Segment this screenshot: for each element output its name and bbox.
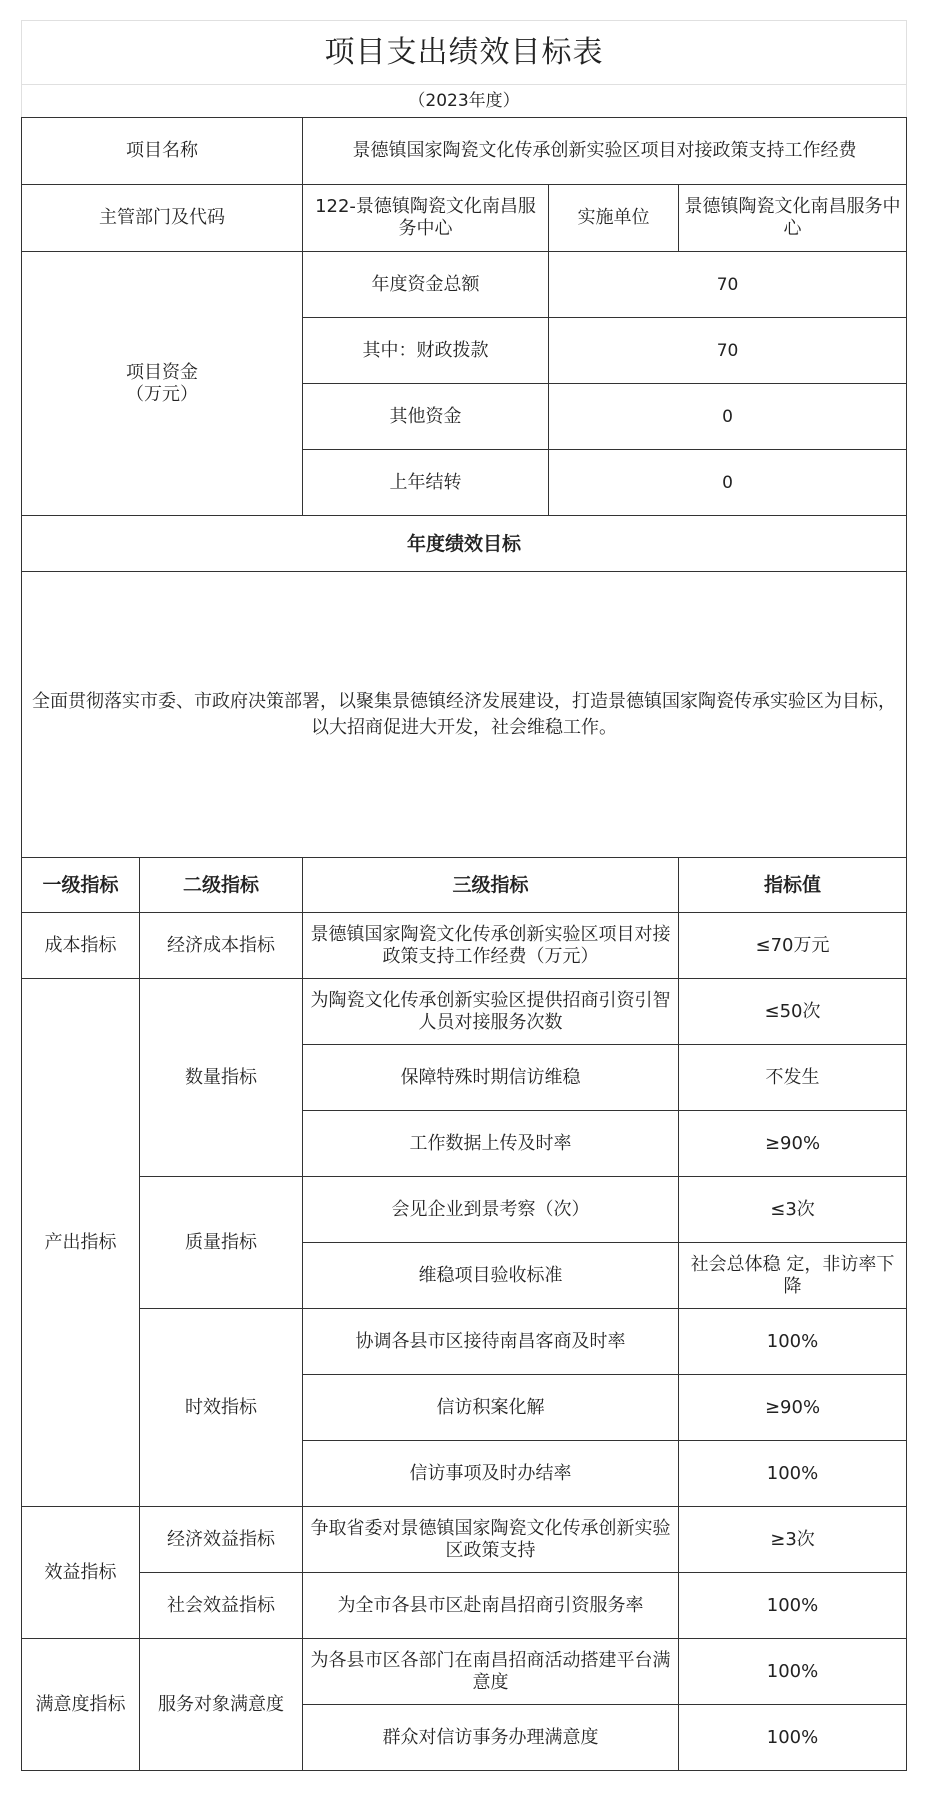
social-level2: 社会效益指标: [140, 1573, 303, 1639]
satisfaction-level2: 服务对象满意度: [140, 1639, 303, 1771]
project-name-value: 景德镇国家陶瓷文化传承创新实验区项目对接政策支持工作经费: [303, 118, 907, 185]
cost-level1: 成本指标: [22, 913, 140, 979]
indicator-value: 100%: [679, 1441, 907, 1507]
funds-row-value: 0: [549, 384, 907, 450]
indicator-level3: 会见企业到景考察（次）: [303, 1177, 679, 1243]
project-name-label: 项目名称: [22, 118, 303, 185]
indicator-value: 不发生: [679, 1045, 907, 1111]
indicator-level3: 保障特殊时期信访维稳: [303, 1045, 679, 1111]
benefit-level1: 效益指标: [22, 1507, 140, 1639]
performance-target-table: [21, 20, 907, 1771]
funds-row-label: 上年结转: [303, 450, 549, 516]
satisfaction-level1: 满意度指标: [22, 1639, 140, 1771]
funds-row-value: 70: [549, 318, 907, 384]
indicator-value: ≥3次: [679, 1507, 907, 1573]
indicator-value: 100%: [679, 1309, 907, 1375]
impl-unit-label: 实施单位: [549, 185, 679, 252]
output-level1: 产出指标: [22, 979, 140, 1507]
year-caption: （2023年度）: [22, 85, 907, 118]
page-title: 项目支出绩效目标表: [22, 21, 907, 85]
funds-row-label: 其中：财政拨款: [303, 318, 549, 384]
indicator-level3: 维稳项目验收标准: [303, 1243, 679, 1309]
indicator-value: 100%: [679, 1639, 907, 1705]
indicator-value: ≥90%: [679, 1375, 907, 1441]
indicator-level3: 为全市各县市区赴南昌招商引资服务率: [303, 1573, 679, 1639]
funds-row-label: 其他资金: [303, 384, 549, 450]
funds-row-label: 年度资金总额: [303, 252, 549, 318]
cost-level2: 经济成本指标: [140, 913, 303, 979]
funds-row-value: 70: [549, 252, 907, 318]
funds-label: 项目资金 （万元）: [22, 252, 303, 516]
header-level1: 一级指标: [22, 858, 140, 913]
indicator-level3: 信访积案化解: [303, 1375, 679, 1441]
indicator-value: 100%: [679, 1705, 907, 1771]
header-level3: 三级指标: [303, 858, 679, 913]
indicator-value: ≤3次: [679, 1177, 907, 1243]
funds-row-value: 0: [549, 450, 907, 516]
indicator-value: ≤50次: [679, 979, 907, 1045]
indicator-level3: 群众对信访事务办理满意度: [303, 1705, 679, 1771]
cost-value: ≤70万元: [679, 913, 907, 979]
quality-level2: 质量指标: [140, 1177, 303, 1309]
cost-level3: 景德镇国家陶瓷文化传承创新实验区项目对接政策支持工作经费（万元）: [303, 913, 679, 979]
indicator-level3: 协调各县市区接待南昌客商及时率: [303, 1309, 679, 1375]
indicator-level3: 争取省委对景德镇国家陶瓷文化传承创新实验区政策支持: [303, 1507, 679, 1573]
economic-level2: 经济效益指标: [140, 1507, 303, 1573]
indicator-value: ≥90%: [679, 1111, 907, 1177]
indicator-level3: 信访事项及时办结率: [303, 1441, 679, 1507]
indicator-level3: 为陶瓷文化传承创新实验区提供招商引资引智人员对接服务次数: [303, 979, 679, 1045]
indicator-value: 100%: [679, 1573, 907, 1639]
performance-target-sheet: [21, 20, 906, 1771]
dept-label: 主管部门及代码: [22, 185, 303, 252]
timeliness-level2: 时效指标: [140, 1309, 303, 1507]
indicator-value: 社会总体稳 定，非访率下降: [679, 1243, 907, 1309]
header-value: 指标值: [679, 858, 907, 913]
indicator-level3: 为各县市区各部门在南昌招商活动搭建平台满意度: [303, 1639, 679, 1705]
indicator-level3: 工作数据上传及时率: [303, 1111, 679, 1177]
annual-goal-heading: 年度绩效目标: [22, 516, 907, 572]
dept-value: 122-景德镇陶瓷文化南昌服务中心: [303, 185, 549, 252]
header-level2: 二级指标: [140, 858, 303, 913]
annual-goal-text: 全面贯彻落实市委、市政府决策部署，以聚集景德镇经济发展建设，打造景德镇国家陶瓷传承实验区为目标，以大招商促进大开发，社会维稳工作。: [22, 572, 907, 858]
quantity-level2: 数量指标: [140, 979, 303, 1177]
impl-unit-value: 景德镇陶瓷文化南昌服务中心: [679, 185, 907, 252]
